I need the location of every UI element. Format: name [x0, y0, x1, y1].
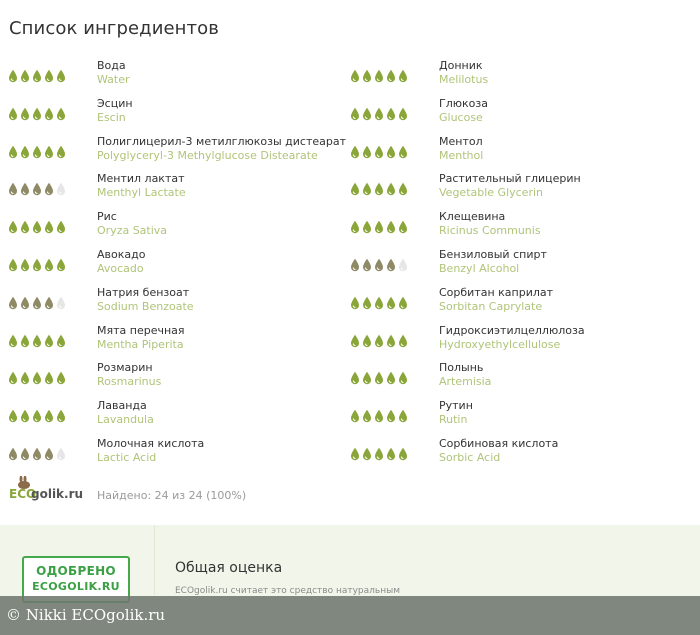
drop-icon [32, 371, 42, 385]
ingredient-name-ru: Розмарин [97, 361, 153, 375]
drop-icon [398, 220, 408, 234]
drop-icon [44, 220, 54, 234]
drop-icon [32, 220, 42, 234]
ingredient-name-ru: Вода [97, 59, 126, 72]
safety-rating [350, 220, 408, 234]
ingredient-names [97, 210, 167, 238]
drop-icon [56, 409, 66, 423]
drop-icon [8, 220, 18, 234]
ingredient-row[interactable] [350, 212, 695, 242]
drop-icon [8, 182, 18, 196]
drop-icon [44, 447, 54, 461]
drop-icon [8, 409, 18, 423]
ingredient-name-ru: Бензиловый спирт [439, 248, 547, 261]
ingredient-names [439, 210, 541, 238]
drop-icon [350, 69, 360, 83]
photo-credit: © Nikki ECOgolik.ru [0, 596, 700, 635]
ingredient-name-latin: Escin [97, 110, 126, 124]
drop-icon [374, 220, 384, 234]
ingredient-names [97, 59, 130, 87]
drop-icon [32, 69, 42, 83]
ingredient-name-latin: Melilotus [439, 73, 489, 86]
drop-icon [8, 447, 18, 461]
ingredient-name-latin: Hydroxyethylcellulose [439, 337, 561, 351]
drop-icon [8, 69, 18, 83]
drop-icon [8, 371, 18, 385]
ingredient-name-latin: Sorbic Acid [439, 451, 501, 464]
drop-icon [362, 182, 372, 196]
drop-icon [32, 296, 42, 310]
drop-icon [374, 409, 384, 423]
ingredient-name-ru: Сорбиновая кислота [439, 437, 559, 450]
drop-icon [398, 409, 408, 423]
ingredient-row[interactable] [8, 96, 348, 129]
drop-icon [20, 409, 30, 423]
ingredient-name-ru: Авокадо [97, 248, 146, 261]
drop-icon [386, 182, 396, 196]
drop-icon [44, 145, 54, 159]
drop-icon [374, 69, 384, 83]
drop-icon [8, 334, 18, 348]
drop-icon [56, 258, 66, 272]
drop-icon [398, 69, 408, 83]
ingredient-row[interactable] [350, 285, 695, 318]
ingredient-name-latin: Lavandula [97, 413, 154, 427]
drop-icon [32, 107, 42, 121]
ingredient-name-latin: Vegetable Glycerin [439, 186, 544, 200]
ingredient-name-ru: Гидроксиэтилцеллюлоза [439, 323, 585, 337]
drop-icon [350, 145, 360, 159]
drop-icon [362, 145, 372, 159]
ingredient-names [439, 437, 558, 465]
ingredient-names [97, 286, 194, 314]
drop-icon [362, 258, 372, 272]
drop-icon [44, 258, 54, 272]
drop-icon [20, 371, 30, 385]
ingredient-name-ru: Сорбитан каприлат [439, 285, 554, 299]
drop-icon [398, 334, 408, 348]
drop-icon [56, 220, 66, 234]
drop-icon [374, 334, 384, 348]
ingredient-name-latin: Oryza Sativa [97, 224, 168, 238]
found-count: Найдено: 24 из 24 (100%) [97, 489, 247, 502]
drop-icon [20, 447, 30, 461]
safety-rating [8, 409, 66, 423]
ingredient-row[interactable] [8, 212, 348, 242]
drop-icon [350, 371, 360, 385]
safety-rating [8, 69, 66, 83]
ingredient-names [439, 135, 483, 163]
ingredient-names [97, 172, 186, 200]
ingredient-name-latin: Sorbitan Caprylate [439, 299, 543, 313]
drop-icon [32, 258, 42, 272]
drop-icon [374, 258, 384, 272]
page-title: Список ингредиентов [9, 18, 219, 39]
ingredient-name-latin: Rosmarinus [97, 375, 162, 389]
safety-rating [8, 334, 66, 348]
drop-icon [398, 296, 408, 310]
drop-icon [56, 334, 66, 348]
ingredient-names [97, 97, 133, 125]
ingredient-name-ru: Полиглицерил-3 метилглюкозы дистеарат [97, 134, 346, 148]
drop-icon [398, 258, 408, 272]
ingredient-row[interactable] [8, 285, 348, 318]
ingredient-name-ru: Рис [97, 210, 117, 224]
drop-icon [20, 296, 30, 310]
ingredient-name-ru: Натрия бензоат [97, 285, 190, 299]
ingredient-name-ru: Глюкоза [439, 96, 488, 110]
ingredient-row[interactable] [8, 61, 348, 91]
ingredient-names [439, 361, 491, 389]
ingredient-names [439, 399, 473, 427]
drop-icon [362, 371, 372, 385]
ingredient-row[interactable] [8, 134, 348, 167]
drop-icon [32, 334, 42, 348]
drop-icon [350, 182, 360, 196]
drop-icon [350, 296, 360, 310]
drop-icon [20, 334, 30, 348]
drop-icon [362, 69, 372, 83]
drop-icon [386, 145, 396, 159]
ingredient-row[interactable] [8, 363, 348, 393]
ingredient-row[interactable] [8, 439, 348, 469]
ingredient-row[interactable] [8, 323, 348, 356]
drop-icon [8, 258, 18, 272]
drop-icon [386, 409, 396, 423]
ingredient-name-latin: Water [97, 73, 130, 86]
drop-icon [44, 182, 54, 196]
drop-icon [8, 145, 18, 159]
safety-rating [8, 182, 66, 196]
logo-domain-text: golik.ru [31, 487, 84, 501]
safety-rating [350, 371, 408, 385]
drop-icon [32, 447, 42, 461]
ingredient-names [97, 437, 204, 465]
drop-icon [386, 69, 396, 83]
ingredient-name-latin: Ricinus Communis [439, 224, 541, 238]
ingredient-row[interactable] [350, 61, 695, 91]
ingredient-name-latin: Polyglyceryl-3 Methylglucose Distearate [97, 148, 318, 162]
ingredient-names [97, 135, 346, 163]
drop-icon [362, 447, 372, 461]
drop-icon [398, 371, 408, 385]
stamp-line-2: ECOGOLIK.RU [32, 580, 120, 593]
drop-icon [56, 447, 66, 461]
ingredient-name-ru: Эсцин [97, 96, 133, 110]
drop-icon [350, 220, 360, 234]
drop-icon [362, 220, 372, 234]
safety-rating [350, 182, 408, 196]
ingredient-row[interactable] [350, 323, 695, 356]
ingredient-names [97, 361, 161, 389]
drop-icon [20, 69, 30, 83]
ingredient-name-latin: Mentha Piperita [97, 337, 184, 351]
ingredient-names [439, 324, 585, 352]
drop-icon [350, 258, 360, 272]
drop-icon [32, 409, 42, 423]
drop-icon [32, 182, 42, 196]
safety-rating [350, 409, 408, 423]
safety-rating [350, 296, 408, 310]
drop-icon [374, 371, 384, 385]
ingredient-name-ru: Ментил лактат [97, 172, 185, 186]
ingredient-names [439, 172, 581, 200]
drop-icon [362, 107, 372, 121]
ingredient-name-ru: Рутин [439, 399, 473, 413]
overall-title: Общая оценка [175, 560, 283, 576]
safety-rating [350, 69, 408, 83]
ingredient-name-latin: Menthol [439, 148, 484, 162]
safety-rating [350, 334, 408, 348]
drop-icon [374, 107, 384, 121]
ingredient-name-ru: Полынь [439, 361, 484, 375]
drop-icon [386, 107, 396, 121]
ingredient-row[interactable] [8, 401, 348, 431]
logo-eco-text: ECO [9, 487, 37, 501]
drop-icon [44, 371, 54, 385]
ingredient-names [439, 97, 488, 125]
safety-rating [8, 258, 66, 272]
drop-icon [56, 296, 66, 310]
drop-icon [362, 409, 372, 423]
drop-icon [374, 447, 384, 461]
ingredient-row[interactable] [350, 363, 695, 393]
drop-icon [20, 145, 30, 159]
drop-icon [20, 220, 30, 234]
ingredient-name-latin: Sodium Benzoate [97, 299, 194, 313]
safety-rating [350, 145, 408, 159]
drop-icon [386, 334, 396, 348]
ingredient-row[interactable] [350, 174, 695, 204]
drop-icon [20, 258, 30, 272]
safety-rating [8, 107, 66, 121]
drop-icon [20, 107, 30, 121]
ingredient-name-ru: Мята перечная [97, 323, 185, 337]
panel-divider [154, 525, 155, 595]
ingredient-row[interactable] [350, 401, 695, 431]
ingredient-name-latin: Rutin [439, 413, 468, 427]
safety-rating [8, 145, 66, 159]
ingredient-names [439, 248, 547, 276]
ingredient-names [439, 286, 553, 314]
drop-icon [398, 447, 408, 461]
drop-icon [374, 296, 384, 310]
drop-icon [350, 107, 360, 121]
ingredient-row[interactable] [350, 96, 695, 129]
drop-icon [362, 296, 372, 310]
overall-description: ECOgolik.ru считает это средство натуральным [175, 586, 400, 596]
ecogolik-logo[interactable] [9, 476, 85, 506]
drop-icon [350, 409, 360, 423]
ingredient-row[interactable] [8, 174, 348, 204]
drop-icon [32, 145, 42, 159]
safety-rating [8, 371, 66, 385]
ingredient-names [97, 248, 145, 276]
ingredient-names [97, 324, 185, 352]
drop-icon [44, 69, 54, 83]
ingredient-row[interactable] [350, 250, 695, 280]
drop-icon [56, 107, 66, 121]
drop-icon [44, 296, 54, 310]
safety-rating [8, 447, 66, 461]
drop-icon [56, 145, 66, 159]
ingredient-name-latin: Glucose [439, 110, 483, 124]
drop-icon [386, 220, 396, 234]
ingredient-name-ru: Ментол [439, 134, 483, 148]
drop-icon [20, 182, 30, 196]
ingredient-name-ru: Молочная кислота [97, 437, 205, 450]
drop-icon [44, 107, 54, 121]
safety-rating [350, 107, 408, 121]
drop-icon [398, 145, 408, 159]
ingredient-name-ru: Растительный глицерин [439, 172, 581, 186]
ingredient-name-ru: Клещевина [439, 210, 506, 224]
drop-icon [8, 296, 18, 310]
safety-rating [8, 220, 66, 234]
drop-icon [374, 145, 384, 159]
ingredient-name-ru: Донник [439, 59, 483, 72]
ingredient-row[interactable] [350, 439, 695, 469]
drop-icon [362, 334, 372, 348]
drop-icon [44, 409, 54, 423]
ingredient-row[interactable] [8, 250, 348, 280]
safety-rating [350, 447, 408, 461]
drop-icon [374, 182, 384, 196]
safety-rating [8, 296, 66, 310]
ingredient-names [439, 59, 488, 87]
drop-icon [350, 334, 360, 348]
drop-icon [56, 182, 66, 196]
ingredient-name-latin: Menthyl Lactate [97, 186, 186, 200]
drop-icon [8, 107, 18, 121]
drop-icon [386, 447, 396, 461]
safety-rating [350, 258, 408, 272]
drop-icon [398, 182, 408, 196]
ingredient-name-latin: Lactic Acid [97, 451, 157, 464]
drop-icon [350, 447, 360, 461]
ingredient-names [97, 399, 154, 427]
drop-icon [44, 334, 54, 348]
ingredient-name-latin: Benzyl Alcohol [439, 262, 520, 275]
ingredient-name-latin: Artemisia [439, 375, 492, 389]
drop-icon [386, 296, 396, 310]
drop-icon [398, 107, 408, 121]
drop-icon [386, 371, 396, 385]
drop-icon [386, 258, 396, 272]
ingredient-row[interactable] [350, 134, 695, 167]
ingredient-name-ru: Лаванда [97, 399, 147, 413]
ingredient-name-latin: Avocado [97, 262, 144, 275]
drop-icon [56, 69, 66, 83]
drop-icon [56, 371, 66, 385]
stamp-line-1: ОДОБРЕНО [36, 564, 116, 578]
